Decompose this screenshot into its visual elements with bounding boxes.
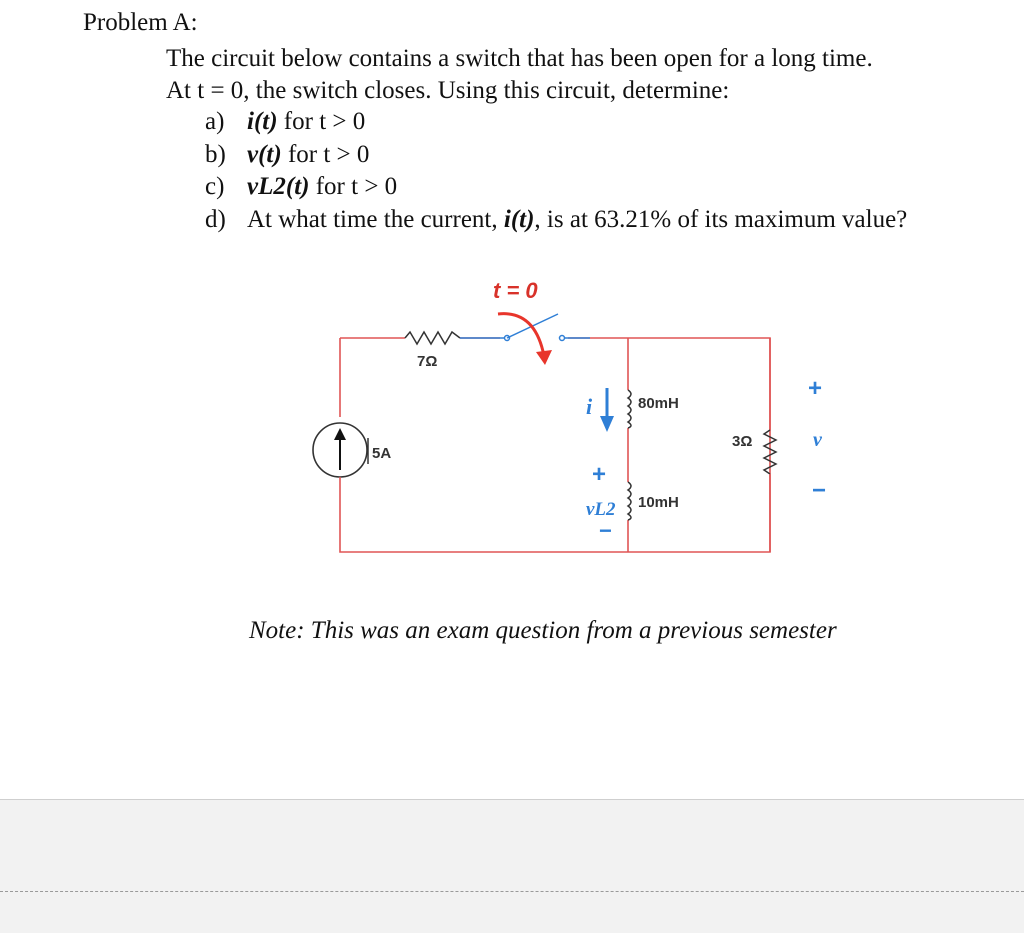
question-list — [205, 106, 907, 236]
question-c — [205, 171, 907, 204]
inductor-10mh — [628, 482, 631, 520]
question-label: a) — [205, 108, 225, 135]
v-label: v — [813, 429, 822, 451]
switch-arrow-arc — [498, 314, 544, 356]
problem-title: Problem A: — [83, 9, 198, 36]
question-variable: vL2(t) — [247, 173, 310, 200]
circuit-diagram — [300, 270, 827, 570]
current-label: i — [586, 394, 593, 419]
v-minus: − — [812, 477, 827, 504]
inductor-80mh — [628, 390, 631, 428]
resistor-1-label: 7Ω — [417, 353, 438, 370]
intro-line-2: At t = 0, the switch closes. Using this circuit, determine: — [166, 77, 730, 104]
question-text: for t > 0 — [281, 140, 370, 168]
current-arrow-head — [600, 416, 614, 432]
question-variable: i(t) — [503, 205, 535, 233]
inductor-2-label: 10mH — [638, 494, 679, 511]
question-label: c) — [205, 173, 225, 200]
question-label: b) — [205, 140, 226, 168]
question-text: , is at 63.21% of its maximum value? — [534, 205, 908, 233]
switch — [460, 314, 590, 365]
switch-contact-right — [560, 336, 565, 341]
question-label: d) — [205, 205, 226, 233]
question-variable: i(t) — [247, 108, 278, 135]
exam-note: Note: This was an exam question from a previous semester — [249, 617, 837, 644]
intro-line-1: The circuit below contains a switch that has been open for a long time. — [166, 45, 873, 72]
wire-loop — [340, 338, 770, 552]
resistor-7-ohm — [405, 332, 460, 344]
question-text-pre: At what time the current, — [247, 205, 504, 233]
question-a — [205, 106, 907, 139]
problem-intro — [166, 43, 873, 107]
question-b — [205, 139, 907, 172]
current-source — [313, 423, 367, 477]
inductor-1-label: 80mH — [638, 395, 679, 412]
vl2-label: vL2 — [586, 499, 616, 520]
vl2-minus: − — [599, 518, 612, 543]
answer-area[interactable] — [0, 800, 1024, 933]
question-variable: v(t) — [247, 140, 282, 168]
question-d — [205, 204, 907, 237]
dashed-separator — [0, 891, 1024, 892]
switch-arrow-head — [536, 350, 552, 365]
question-text: for t > 0 — [309, 173, 398, 200]
question-text: for t > 0 — [277, 108, 366, 135]
circuit-wires — [340, 338, 770, 552]
resistor-2-label: 3Ω — [732, 433, 753, 450]
switch-time-label: t = 0 — [493, 278, 538, 303]
v-plus: + — [808, 375, 823, 402]
current-source-label: 5A — [372, 445, 392, 462]
vl2-plus: + — [592, 461, 607, 488]
